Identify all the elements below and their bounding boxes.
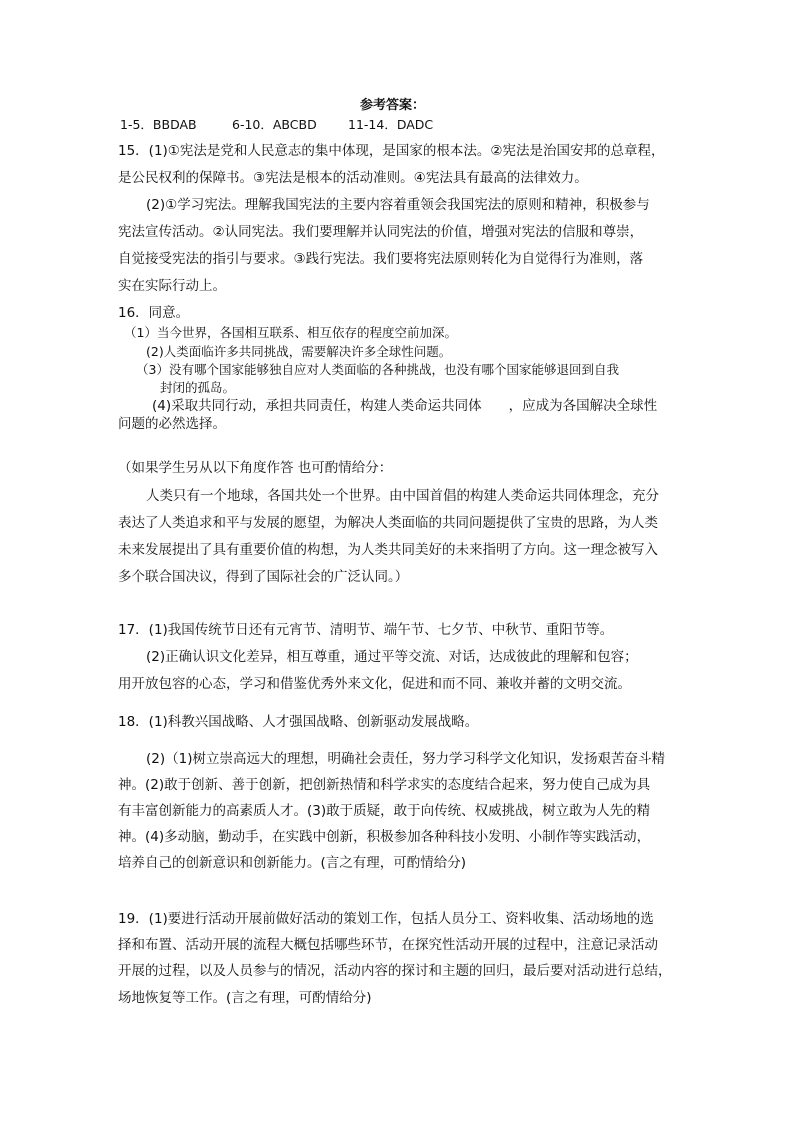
q18-line: 18．(1)科教兴国战略、人才强国战略、创新驱动发展战略。 <box>118 714 479 730</box>
q18-line: 神。(4)多动脑，勤动手，在实践中创新，积极参加各种科技小发明、小制作等实践活动， <box>118 829 651 845</box>
q16-note-line: 人类只有一个地球，各国共处一个世界。由中国首倡的构建人类命运共同体理念，充分 <box>146 488 659 504</box>
q18-line: (2)（1)树立崇高远大的理想，明确社会责任，努力学习科学文化知识，发扬艰苦奋斗精 <box>146 751 665 767</box>
mc-answers-6-10: 6-10．ABCBD <box>232 117 317 132</box>
q19-line: 择和布置、活动开展的流程大概包括哪些环节，在探究性活动开展的过程中，注意记录活动 <box>118 937 658 953</box>
q16-heading: 16．同意。 <box>118 305 190 321</box>
q17-line: (2)正确认识文化差异，相互尊重，通过平等交流、对话，达成彼此的理解和包容； <box>146 649 638 665</box>
q19-line: 19．(1)要进行活动开展前做好活动的策划工作，包括人员分工、资料收集、活动场地的选 <box>118 911 654 927</box>
q15-line: 宪法宣传活动。②认同宪法。我们要理解并认同宪法的价值，增强对宪法的信服和尊崇， <box>118 224 644 240</box>
q18-line: 神。(2)敢于创新、善于创新，把创新热情和科学求实的态度结合起来，努力使自己成为具 <box>118 777 651 793</box>
q16-note-line: 多个联合国决议，得到了国际社会的广泛认同。） <box>118 569 409 585</box>
q15-line: 15．(1)①宪法是党和人民意志的集中体现，是国家的根本法。②宪法是治国安邦的总章程， <box>118 143 665 159</box>
q19-line: 场地恢复等工作。(言之有理，可酌情给分) <box>118 990 372 1006</box>
q16-item: (2)人类面临许多共同挑战，需要解决许多全球性问题。 <box>146 344 452 359</box>
q16-item: 封闭的孤岛。 <box>160 380 236 395</box>
mc-answers-11-14: 11-14．DADC <box>348 117 434 132</box>
q17-line: 用开放包容的心态，学习和借鉴优秀外来文化，促进和而不同、兼收并蓄的文明交流。 <box>118 676 631 692</box>
q16-item: （3）没有哪个国家能够独自应对人类面临的各种挑战，也没有哪个国家能够退回到自我 <box>136 362 619 377</box>
q16-item: 问题的必然选择。 <box>118 416 226 432</box>
q16-note-line: 表达了人类追求和平与发展的愿望，为解决人类面临的共同问题提供了宝贵的思路，为人类 <box>118 515 658 531</box>
q15-line: 实在实际行动上。 <box>118 278 226 294</box>
q16-note-line: 未来发展提出了具有重要价值的构想，为人类共同美好的未来指明了方向。这一理念被写入 <box>118 542 658 558</box>
mc-answers-1-5: 1-5．BBDAB <box>120 117 197 132</box>
q16-note-heading: （如果学生另从以下角度作答 也可酌情给分： <box>118 460 393 476</box>
q19-line: 开展的过程，以及人员参与的情况，活动内容的探讨和主题的回归，最后要对活动进行总结， <box>118 963 672 979</box>
q15-line: 是公民权利的保障书。③宪法是根本的活动准则。④宪法具有最高的法律效力。 <box>118 170 588 186</box>
page-title: 参考答案： <box>360 98 426 113</box>
q15-line: (2)①学习宪法。理解我国宪法的主要内容着重领会我国宪法的原则和精神，积极参与 <box>146 197 650 213</box>
q16-item: (4)采取共同行动，承担共同责任，构建人类命运共同体 ，应成为各国解决全球性 <box>152 398 658 414</box>
q18-line: 有丰富创新能力的高素质人才。(3)敢于质疑，敢于向传统、权威挑战，树立敢为人先的精 <box>118 803 651 819</box>
q17-line: 17．(1)我国传统节日还有元宵节、清明节、端午节、七夕节、中秋节、重阳节等。 <box>118 622 614 638</box>
q15-line: 自觉接受宪法的指引与要求。③践行宪法。我们要将宪法原则转化为自觉得行为准则，落 <box>118 251 644 267</box>
q16-item: （1）当今世界，各国相互联系、相互依存的程度空前加深。 <box>124 325 457 340</box>
q18-line: 培养自己的创新意识和创新能力。(言之有理，可酌情给分) <box>118 855 467 871</box>
